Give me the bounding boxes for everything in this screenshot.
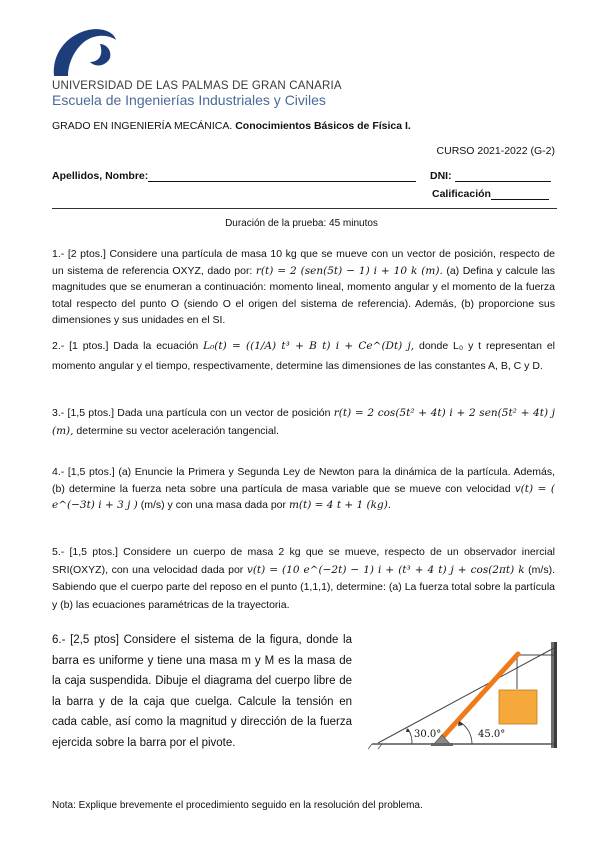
q2-text: 2.- [1 ptos.] Dada la ecuación [52,340,199,352]
name-field[interactable] [52,170,416,182]
q1-text-2: (a) Defina y calcule las magnitudes que se enumeran a continuación: momento lineal, momento angular y el momento de la fuerza total respecto del punto O (siendo O el origen del sistema de referencia). Además, (b) proporcione sus dimensiones y sus unidades en el SI. [52,264,555,326]
q3-text: 3.- [1,5 ptos.] Dada una partícula con un vector de posición [52,407,331,419]
question-5 [52,544,555,614]
q4-text: 4.- [1,5 ptos.] (a) Enuncie la Primera y Segunda Ley de Newton para la dinámica de la partícula. Además, (b) determine la fuerza neta sobre una partícula de masa variable que se mueve con velocidad [52,466,555,495]
name-label: Apellidos, Nombre: [52,170,149,182]
q5-text-2: (m/s). Sabiendo que el cuerpo parte del reposo en el punto (1,1,1), determine: (a) La fuerza total sobre la partícula y (b) las ecuaciones paramétricas de la trayectoria. [52,563,555,611]
q5-formula: v(t) = (10 e^(−2t) − 1) i + (t³ + 4 t) j + cos(2πt) k [246,563,525,576]
duration: Duración de la prueba: 45 minutos [225,218,378,229]
q4-formula-mass: m(t) = 4 t + 1 (kg). [288,499,392,511]
angle-arc-2 [460,722,472,744]
subject: Conocimientos Básicos de Física I. [235,120,411,132]
note: Nota: Explique brevemente el procedimiento seguido en la resolución del problema. [52,800,423,811]
school-name: Escuela de Ingenierías Industriales y Civiles [52,92,326,108]
grade-label: Calificación [432,188,491,200]
physics-figure [368,640,560,752]
suspended-box [499,690,537,724]
grade-field[interactable] [432,188,549,200]
question-3 [52,404,555,440]
q1-text: 1.- [2 ptos.] Considere una partícula de masa 10 kg que se mueve con un vector de posición, respecto de un sistema de referencia OXYZ, dado por: [52,248,555,277]
question-1 [52,246,555,329]
q4-formula-velocity: v(t) = ( e^(−3t) i + 3 j ) [52,482,556,511]
dni-label: DNI: [430,170,452,182]
course: CURSO 2021-2022 (G-2) [436,145,555,157]
q2-formula: L₀(t) = ((1/A) t³ + B t) i + Ce^(Dt) j, [203,340,415,352]
angle-label-45: 45.0° [478,729,506,740]
divider [52,208,557,209]
q2-text-2: donde L₀ y t representan el momento angular y el tiempo, respectivamente, determine las dimensiones de las constantes A, B, C y D. [52,340,556,372]
q4-text-2: (m/s) y con una masa dada por [140,499,287,511]
q3-text-2: determine su vector aceleración tangencial. [76,425,279,437]
question-6: 6.- [2,5 ptos] Considere el sistema de la figura, donde la barra es uniforme y tiene una masa m y M es la masa de la caja suspendida. Dibuje el diagrama del cuerpo libre de la barra y de la caja que cuelga. Calcule la tensión en cada cable, así como la magnitud y dirección de la fuerza ejercida sobre la barra por el pivote. [52,634,352,749]
university-name: UNIVERSIDAD DE LAS PALMAS DE GRAN CANARIA [52,80,342,92]
degree-line [52,120,411,132]
dni-field[interactable] [430,170,551,182]
degree: GRADO EN INGENIERÍA MECÁNICA. [52,120,233,132]
q3-formula: r(t) = 2 cos(5t² + 4t) i + 2 sen(5t² + 4t) j (m), [52,407,556,437]
university-logo [48,22,120,80]
question-4 [52,464,555,514]
angle-label-30: 30.0° [414,729,442,740]
question-2 [52,336,555,376]
q1-formula: r(t) = 2 (sen(5t) − 1) i + 10 k (m). [255,264,443,277]
q5-text: 5.- [1,5 ptos.] Considere un cuerpo de masa 2 kg que se mueve, respecto de un observador inercial SRI(OXYZ), con una velocidad dada por [52,546,555,576]
